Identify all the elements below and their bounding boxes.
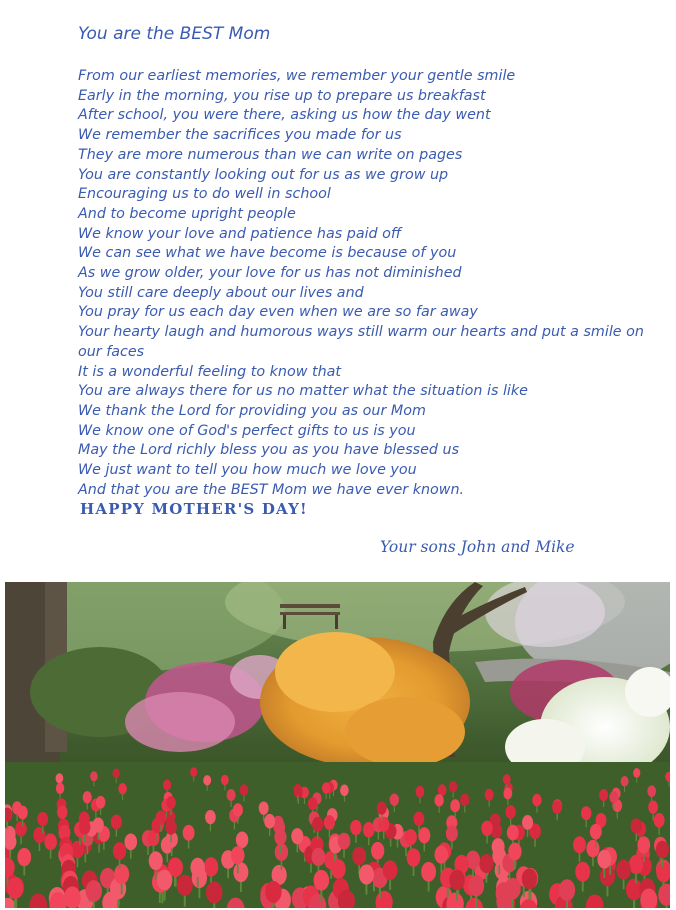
garden-illustration <box>5 582 670 908</box>
poem-body <box>78 67 663 500</box>
page-title: You are the BEST Mom <box>78 24 271 44</box>
poem-line: We know your love and patience has paid off <box>78 225 402 242</box>
poem-line: You still care deeply about our lives and <box>78 284 364 301</box>
garden-photo <box>5 582 670 908</box>
poem-line: It is a wonderful feeling to know that <box>78 363 342 380</box>
greeting: HAPPY MOTHER'S DAY! <box>80 500 308 518</box>
poem-line: You pray for us each day even when we are so far away <box>78 304 478 321</box>
poem-line: They are more numerous than we can write on pages <box>78 146 463 163</box>
signature: Your sons John and Mike <box>380 538 575 556</box>
poem-line: You are constantly looking out for us as we grow up <box>78 166 449 183</box>
poem-line: And to become upright people <box>78 205 296 222</box>
poem-line: We remember the sacrifices you made for us <box>78 127 402 144</box>
poem-line: Encouraging us to do well in school <box>78 186 331 203</box>
poem-line: From our earliest memories, we remember your gentle smile <box>78 68 516 84</box>
poem-line: As we grow older, your love for us has not diminished <box>78 265 462 282</box>
poem-line: We just want to tell you how much we love you <box>78 462 417 479</box>
poem-line: Your hearty laugh and humorous ways still warm our hearts and put a smile on our faces <box>78 324 644 360</box>
poem-line: We can see what we have become is because of you <box>78 245 457 262</box>
poem-line: We know one of God's perfect gifts to us is you <box>78 422 416 439</box>
poem-line: May the Lord richly bless you as you have blessed us <box>78 442 460 459</box>
poem-line: Early in the morning, you rise up to prepare us breakfast <box>78 87 486 104</box>
poem-line: We thank the Lord for providing you as our Mom <box>78 402 426 419</box>
poem-line: After school, you were there, asking us how the day went <box>78 107 491 124</box>
poem-line: And that you are the BEST Mom we have ever known. <box>78 481 465 498</box>
poem-line: You are always there for us no matter what the situation is like <box>78 383 528 400</box>
